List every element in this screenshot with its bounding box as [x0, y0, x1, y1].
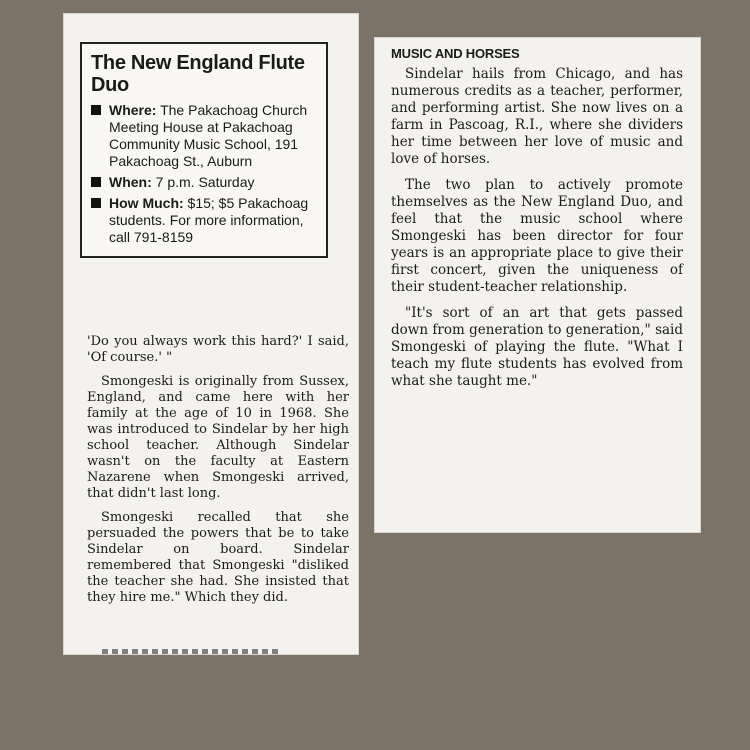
article-paragraph: Sindelar hails from Chicago, and has numerous credits as a teacher, performer, and performing artist. She now lives on a farm in Pascoag, R.I., where she dividers her time between her love of music and love of horses. [391, 66, 683, 167]
how-much-label: How Much: [109, 195, 184, 211]
how-much-row [91, 195, 317, 246]
right-article-text [391, 46, 683, 399]
right-newspaper-clipping [375, 38, 700, 532]
article-paragraph: The two plan to actively promote themselves as the New England Duo, and feel that the music school where Smongeski has been director for four years is an appropriate place to give their first concert, given the uniqueness of their student-teacher relationship. [391, 177, 683, 295]
when-label: When: [109, 174, 152, 190]
article-paragraph: Smongeski recalled that she persuaded the powers that be to take Sindelar on board. Sindelar remembered that Smongeski "disliked the teacher she had. She insisted that they hire me." Which they did. [87, 510, 349, 605]
when-text: 7 p.m. Saturday [155, 174, 255, 190]
where-text: The Pakachoag Church Meeting House at Pakachoag Community Music School, 191 Pakachoag St., Auburn [109, 102, 308, 169]
left-newspaper-clipping [64, 14, 358, 654]
article-paragraph: 'Do you always work this hard?' I said, 'Of course.' " [87, 334, 349, 365]
section-heading: MUSIC AND HORSES [391, 46, 520, 61]
where-label: Where: [109, 102, 157, 118]
where-row [91, 102, 317, 170]
when-row [91, 174, 317, 191]
event-info-box [80, 42, 328, 258]
square-bullet-icon [91, 177, 101, 187]
article-paragraph: Smongeski is originally from Sussex, England, and came here with her family at the age of 10 in 1968. She was introduced to Sindelar by her high school teacher. Although Sindelar wasn't on the faculty at Eastern Nazarene when Smongeski arrived, that didn't last long. [87, 374, 349, 501]
event-title: The New England Flute Duo [91, 52, 305, 96]
left-article-text [87, 334, 349, 614]
square-bullet-icon [91, 198, 101, 208]
how-much-text: $15; $5 Pakachoag students. For more information, call 791-8159 [109, 195, 309, 245]
article-paragraph: "It's sort of an art that gets passed down from generation to generation," said Smongeski of playing the flute. "What I teach my flute students has evolved from what she taught me." [391, 305, 683, 389]
square-bullet-icon [91, 105, 101, 115]
torn-edge [102, 649, 282, 654]
